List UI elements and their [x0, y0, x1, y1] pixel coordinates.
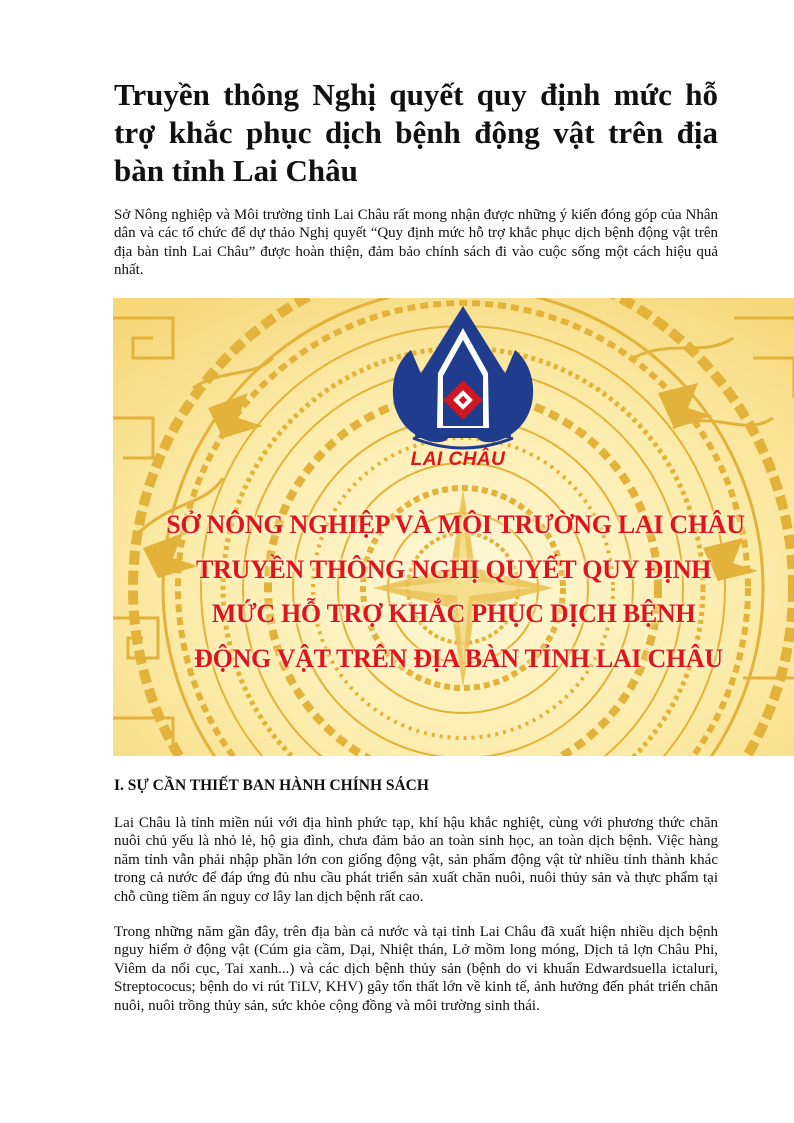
article-banner-image: [113, 298, 794, 756]
article-intro: Sở Nông nghiệp và Môi trường tỉnh Lai Châu rất mong nhận được những ý kiến đóng góp của Nhân dân và các tổ chức để dự thảo Nghị quyết “Quy định mức hỗ trợ khắc phục dịch bệnh động vật trên địa bàn tỉnh Lai Châu” được hoàn thiện, đảm bảo chính sách đi vào cuộc sống một cách hiệu quả nhất.: [114, 207, 718, 279]
banner-line-4: ĐỘNG VẬT TRÊN ĐỊA BÀN TỈNH LAI CHÂU: [194, 643, 723, 673]
paragraph: Lai Châu là tỉnh miền núi với địa hình phức tạp, khí hậu khắc nghiệt, cùng với phương thức chăn nuôi chủ yếu là nhỏ lẻ, hộ gia đình, chưa đảm bảo an toàn sinh học, an toàn dịch bệnh. Việc hàng năm tỉnh vẫn phải nhập phần lớn con giống động vật, sản phẩm động vật từ nhiều tỉnh thành khác trong cả nước để đáp ứng đủ nhu cầu phát triển sản xuất chăn nuôi, nuôi thủy sản và thực phẩm tại chỗ cũng tiềm ẩn nguy cơ lây lan dịch bệnh rất cao.: [114, 815, 718, 905]
article-title: Truyền thông Nghị quyết quy định mức hỗ trợ khắc phục dịch bệnh động vật trên địa bàn tỉnh Lai Châu: [114, 77, 718, 188]
banner-line-1: SỞ NÔNG NGHIỆP VÀ MÔI TRƯỜNG LAI CHÂU: [166, 510, 745, 539]
banner-line-2: TRUYỀN THÔNG NGHỊ QUYẾT QUY ĐỊNH: [195, 554, 712, 584]
banner-text: [113, 503, 794, 681]
logo-caption: LAI CHÂU: [410, 449, 506, 470]
banner-line-3: MỨC HỖ TRỢ KHẮC PHỤC DỊCH BỆNH: [211, 599, 696, 628]
section-heading: I. SỰ CẦN THIẾT BAN HÀNH CHÍNH SÁCH: [114, 777, 429, 794]
paragraph: Trong những năm gần đây, trên địa bàn cả nước và tại tỉnh Lai Châu đã xuất hiện nhiều dịch bệnh nguy hiểm ở động vật (Cúm gia cầm, Dại, Nhiệt thán, Lở mồm long móng, Dịch tả lợn Châu Phi, Viêm da nổi cục, Tai xanh...) và các dịch bệnh thủy sản (bệnh do vi khuẩn Edwardsuella ictaluri, Streptococus; bệnh do vi rút TiLV, KHV) gây tổn thất lớn về kinh tế, ảnh hưởng đến phát triển chăn nuôi, nuôi trồng thủy sản, sức khỏe cộng đồng và môi trường sinh thái.: [114, 924, 718, 1014]
